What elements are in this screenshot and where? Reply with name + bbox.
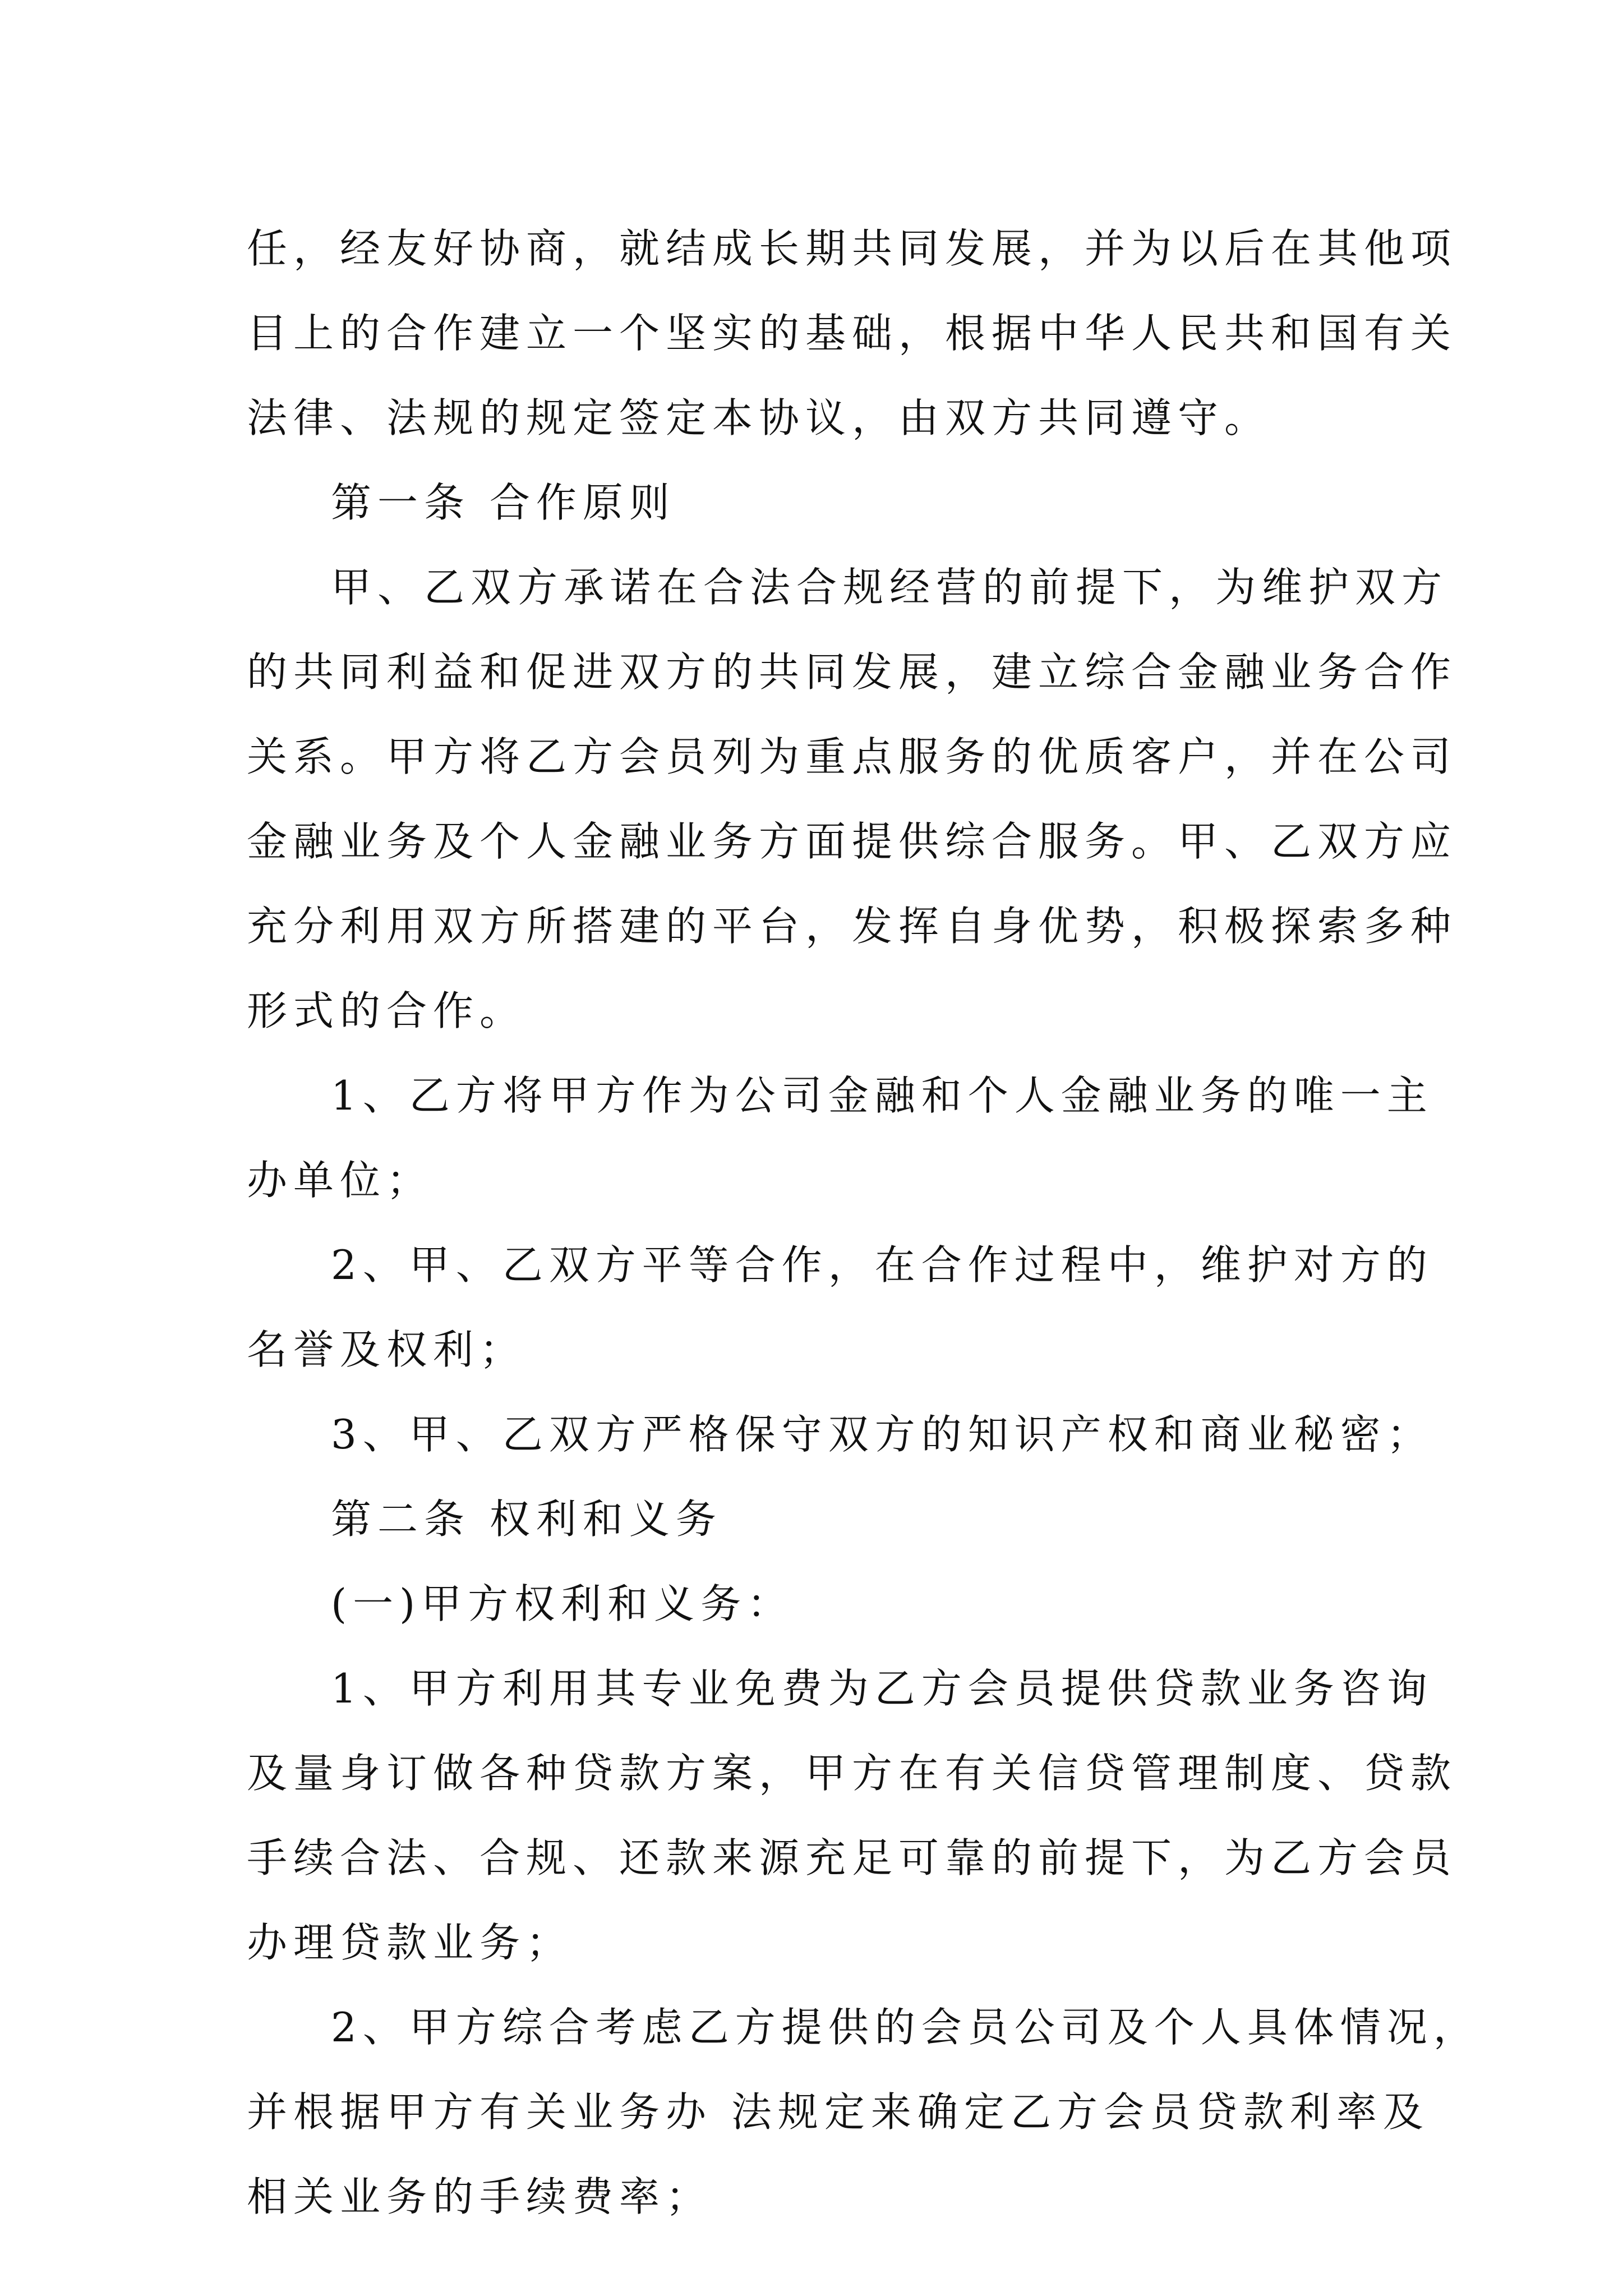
text-line-5: 甲、乙双方承诺在合法合规经营的前提下，为维护双方 (331, 564, 1449, 611)
section-heading-1: 第一条 合作原则 (331, 479, 676, 526)
document-body (247, 206, 1480, 2239)
text-line-24: 相关业务的手续费率； (247, 2173, 713, 2220)
text-line-12: 办单位； (247, 1157, 434, 1204)
list-item-5: 2、甲方综合考虑乙方提供的会员公司及个人具体情况， (331, 2004, 1480, 2051)
list-item-3: 3、甲、乙双方严格保守双方的知识产权和商业秘密； (331, 1411, 1433, 1458)
text-line-1: 任，经友好协商，就结成长期共同发展，并为以后在其他项 (247, 225, 1458, 272)
list-item-4: 1、甲方利用其专业免费为乙方会员提供贷款业务咨询 (331, 1665, 1433, 1712)
text-line-10: 形式的合作。 (247, 987, 527, 1034)
section-heading-2: 第二条 权利和义务 (331, 1496, 722, 1543)
text-line-9: 充分利用双方所搭建的平台，发挥自身优势，积极探索多种 (247, 903, 1458, 950)
text-line-14: 名誉及权利； (247, 1326, 527, 1373)
subsection-heading-1: (一)甲方权利和义务： (331, 1580, 794, 1627)
list-item-1: 1、乙方将甲方作为公司金融和个人金融业务的唯一主 (331, 1072, 1433, 1119)
text-line-6: 的共同利益和促进双方的共同发展，建立综合金融业务合作 (247, 648, 1458, 696)
text-line-20: 手续合法、合规、还款来源充足可靠的前提下，为乙方会员 (247, 1834, 1458, 1881)
text-line-21: 办理贷款业务； (247, 1919, 573, 1966)
text-line-8: 金融业务及个人金融业务方面提供综合服务。甲、乙双方应 (247, 818, 1458, 865)
text-line-19: 及量身订做各种贷款方案，甲方在有关信贷管理制度、贷款 (247, 1750, 1458, 1797)
text-line-3: 法律、法规的规定签定本协议，由双方共同遵守。 (247, 394, 1271, 441)
text-line-7: 关系。甲方将乙方会员列为重点服务的优质客户，并在公司 (247, 733, 1458, 780)
text-line-23: 并根据甲方有关业务办 法规定来确定乙方会员贷款利率及 (247, 2088, 1430, 2136)
text-line-2: 目上的合作建立一个坚实的基础，根据中华人民共和国有关 (247, 310, 1458, 357)
list-item-2: 2、甲、乙双方平等合作，在合作过程中，维护对方的 (331, 1241, 1433, 1289)
